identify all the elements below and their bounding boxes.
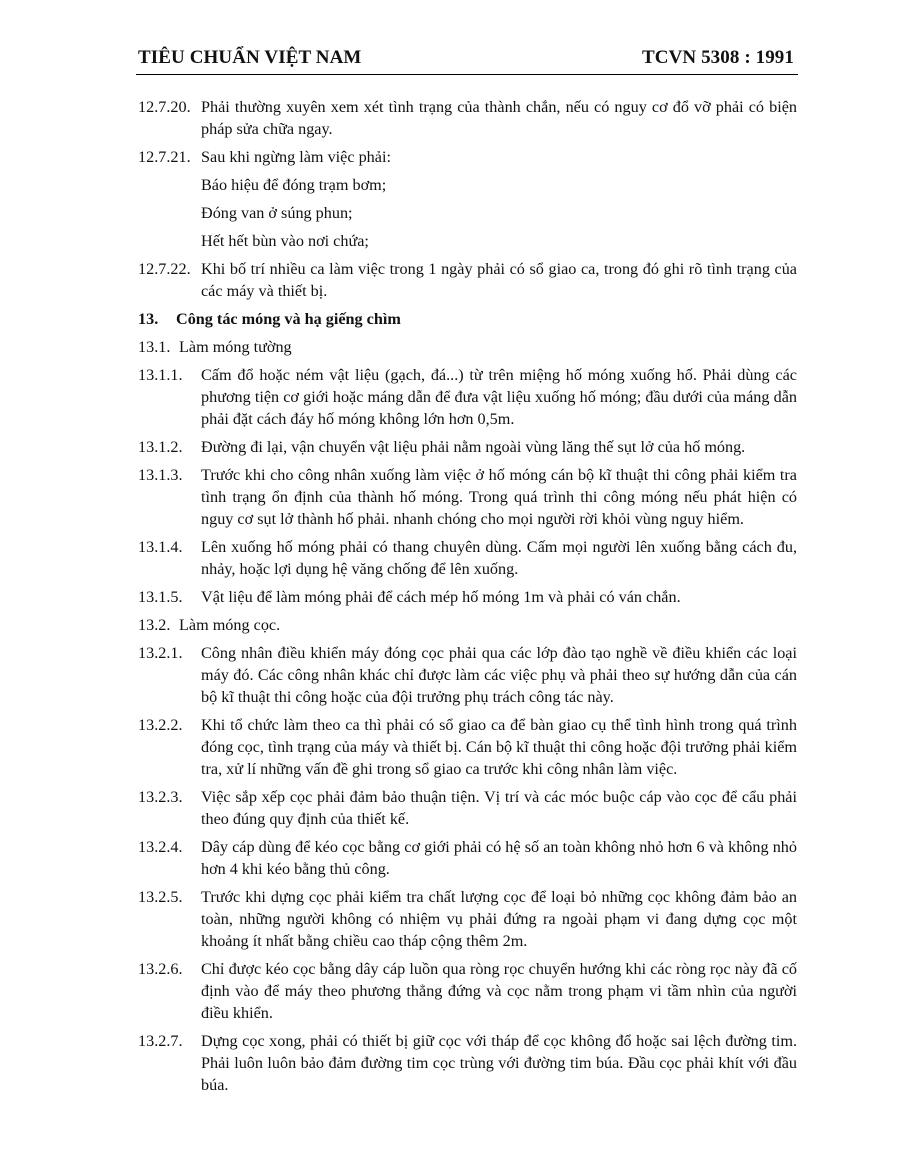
- sub-step: Báo hiệu để đóng trạm bơm;: [201, 176, 387, 194]
- clause-number: 13.2.5.: [138, 888, 183, 906]
- clause-13-1-2: [138, 436, 797, 458]
- clause-text: Khi tổ chức làm theo ca thì phải có sổ giao ca để bàn giao cụ thể tình hình trong quá trình đóng cọc, tình trạng của máy và thiết bị. Cán bộ kĩ thuật thi công hoặc đội trưởng phải kiểm tra, xử lí những vấn đề ghi trong sổ giao ca trước khi công nhân làm việc.: [201, 716, 797, 778]
- clause-number: 13.2.3.: [138, 788, 183, 806]
- clause-13-2-6: [138, 958, 797, 1024]
- sub-step: Đóng van ở súng phun;: [201, 204, 353, 222]
- clause-text: Khi bố trí nhiều ca làm việc trong 1 ngày phải có sổ giao ca, trong đó ghi rõ tình trạng của các máy và thiết bị.: [201, 260, 797, 300]
- header-title: TIÊU CHUẨN VIỆT NAM: [138, 47, 362, 68]
- clause-12-7-22: [138, 258, 797, 302]
- clause-12-7-21: [138, 146, 797, 168]
- clause-text: Chỉ được kéo cọc bằng dây cáp luồn qua ròng rọc chuyển hướng khi các ròng rọc này đã cố định vào để máy theo phương thẳng đứng và cọc nằm trong phạm vi tầm nhìn của người điều khiển.: [201, 960, 797, 1022]
- clause-text: Vật liệu để làm móng phải để cách mép hố móng 1m và phải có ván chắn.: [201, 588, 681, 606]
- section-number: 13.: [138, 310, 159, 328]
- header-rule: [136, 74, 798, 75]
- clause-text: Việc sắp xếp cọc phải đảm bảo thuận tiện. Vị trí và các móc buộc cáp vào cọc để cẩu phải theo đúng quy định của thiết kế.: [201, 788, 797, 828]
- clause-12-7-20: [138, 96, 797, 140]
- clause-number: 13.1.4.: [138, 538, 183, 556]
- subsection-13-1-heading: [138, 336, 797, 358]
- clause-text: Trước khi dựng cọc phải kiểm tra chất lượng cọc để loại bỏ những cọc không đảm bảo an toàn, những người không có nhiệm vụ phải đứng ra ngoài phạm vi đang dựng cọc một khoảng ít nhất bằng chiều cao tháp cộng thêm 2m.: [201, 888, 797, 950]
- clause-number: 13.1.2.: [138, 438, 183, 456]
- clause-number: 13.2.6.: [138, 960, 183, 978]
- clause-number: 13.1.3.: [138, 466, 183, 484]
- clause-text: Phải thường xuyên xem xét tình trạng của thành chắn, nếu có nguy cơ đổ vỡ phải có biện pháp sửa chữa ngay.: [201, 98, 797, 138]
- clause-number: 12.7.21.: [138, 148, 191, 166]
- subsection-title: Làm móng cọc.: [179, 616, 281, 634]
- clause-text: Dây cáp dùng để kéo cọc bằng cơ giới phải có hệ số an toàn không nhỏ hơn 6 và không nhỏ hơn 4 khi kéo bằng thủ công.: [201, 838, 797, 878]
- clause-number: 13.2.1.: [138, 644, 183, 662]
- subsection-title: Làm móng tường: [179, 338, 292, 356]
- clause-number: 13.2.2.: [138, 716, 183, 734]
- page-header: [138, 47, 794, 69]
- clause-13-1-1: [138, 364, 797, 430]
- clause-13-2-2: [138, 714, 797, 780]
- document-body: [138, 96, 797, 1102]
- clause-13-1-3: [138, 464, 797, 530]
- clause-number: 13.1.1.: [138, 366, 183, 384]
- section-13-heading: [138, 308, 797, 330]
- clause-number: 12.7.20.: [138, 98, 191, 116]
- header-standard-code: TCVN 5308 : 1991: [641, 47, 794, 68]
- clause-number: 13.1.5.: [138, 588, 183, 606]
- clause-text: Dựng cọc xong, phải có thiết bị giữ cọc với tháp để cọc không đổ hoặc sai lệch đường tim. Phải luôn luôn bảo đảm đường tim cọc trùng với đường tim búa. Đầu cọc phải khít với đầu búa.: [201, 1032, 797, 1094]
- clause-number: 13.2.4.: [138, 838, 183, 856]
- clause-number: 12.7.22.: [138, 260, 191, 278]
- clause-text: Cấm đổ hoặc ném vật liệu (gạch, đá...) từ trên miệng hố móng xuống hố. Phải dùng các phương tiện cơ giới hoặc máng dẫn để đưa vật liệu xuống hố móng; đầu dưới của máng dẫn phải đặt cách đáy hố móng không lớn hơn 0,5m.: [201, 366, 797, 428]
- clause-text: Lên xuống hố móng phải có thang chuyên dùng. Cấm mọi người lên xuống bằng cách đu, nhảy, hoặc lợi dụng hệ văng chống để lên xuống.: [201, 538, 797, 578]
- section-title: Công tác móng và hạ giếng chìm: [176, 310, 401, 328]
- subsection-13-2-heading: [138, 614, 797, 636]
- clause-13-2-4: [138, 836, 797, 880]
- subsection-number: 13.2.: [138, 616, 171, 634]
- clause-13-2-3: [138, 786, 797, 830]
- clause-text: Công nhân điều khiển máy đóng cọc phải qua các lớp đào tạo nghề về điều khiển các loại máy đó. Các công nhân khác chỉ được làm các việc phụ và phải theo sự hướng dẫn của cán bộ kĩ thuật thi công hoặc của đội trưởng phụ trách công tác này.: [201, 644, 797, 706]
- clause-13-1-4: [138, 536, 797, 580]
- clause-text: Đường đi lại, vận chuyển vật liệu phải nằm ngoài vùng lăng thế sụt lở của hố móng.: [201, 438, 746, 456]
- clause-13-2-7: [138, 1030, 797, 1096]
- subsection-number: 13.1.: [138, 338, 171, 356]
- clause-text: Trước khi cho công nhân xuống làm việc ở hố móng cán bộ kĩ thuật thi công phải kiểm tra tình trạng ổn định của thành hố móng. Trong quá trình thi công móng nếu phát hiện có nguy cơ sụt lở thành hố phải. nhanh chóng cho mọi người rời khỏi vùng nguy hiểm.: [201, 466, 797, 528]
- sub-step: Hết hết bùn vào nơi chứa;: [201, 232, 369, 250]
- clause-text: Sau khi ngừng làm việc phải:: [201, 148, 391, 166]
- clause-13-2-1: [138, 642, 797, 708]
- clause-13-1-5: [138, 586, 797, 608]
- clause-13-2-5: [138, 886, 797, 952]
- clause-number: 13.2.7.: [138, 1032, 183, 1050]
